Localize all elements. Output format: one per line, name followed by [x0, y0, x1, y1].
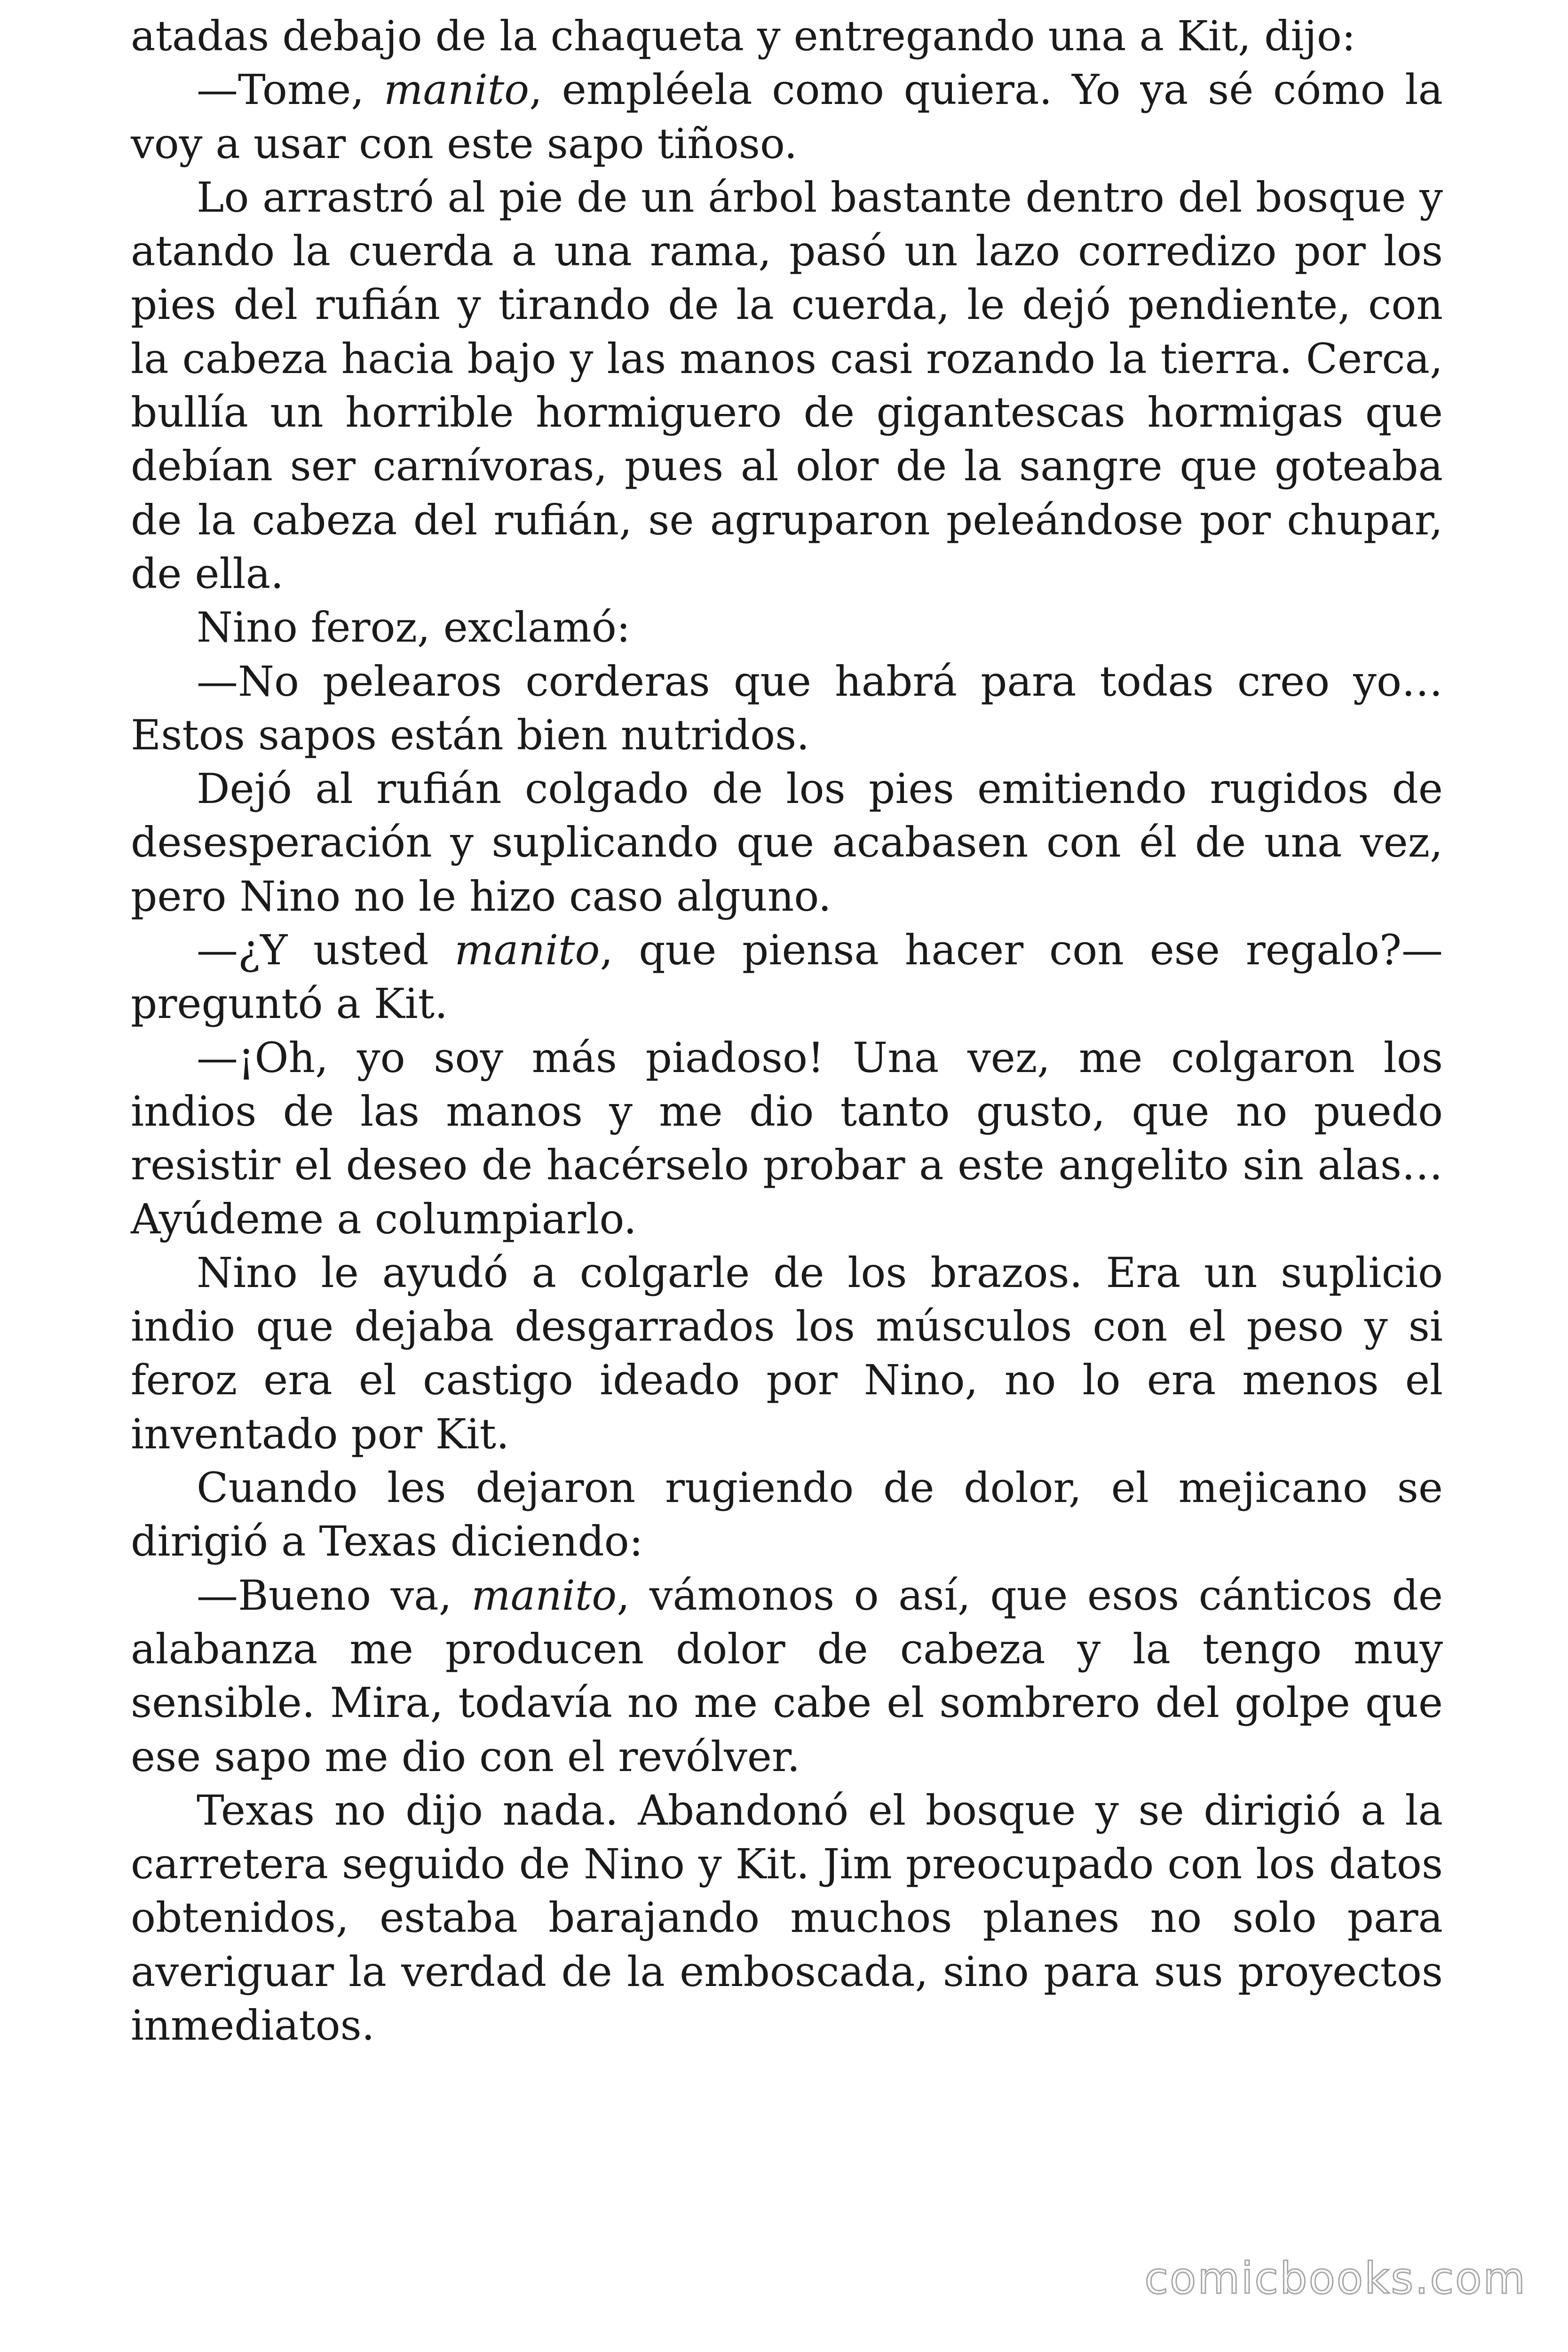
- paragraph-text: Dejó al rufián colgado de los pies emitiendo rugidos de desesperación y suplicando que acabasen con él de una vez, pero Nino no le hizo caso alguno.: [131, 764, 1443, 921]
- paragraph-text: Nino feroz, exclamó:: [197, 603, 631, 652]
- italic-word: manito: [384, 65, 530, 114]
- paragraph: [131, 63, 1443, 171]
- paragraph-text: atadas debajo de la chaqueta y entregando una a Kit, dijo:: [131, 12, 1356, 60]
- paragraph: [131, 923, 1443, 1031]
- paragraph: [131, 762, 1443, 923]
- paragraph-text: —No pelearos corderas que habrá para todas creo yo… Estos sapos están bien nutridos.: [131, 657, 1443, 759]
- body-text: [131, 9, 1443, 2052]
- paragraph: [131, 601, 1443, 654]
- paragraph-text: , empléela como quiera. Yo ya sé cómo la voy a usar con este sapo tiñoso.: [131, 65, 1443, 168]
- watermark: comicbooks.com: [1144, 2253, 1527, 2304]
- paragraph: [131, 1461, 1443, 1569]
- paragraph-text: —¡Oh, yo soy más piadoso! Una vez, me colgaron los indios de las manos y me dio tanto gusto, que no puedo resistir el deseo de hacérselo probar a este angelito sin alas… Ayúdeme a columpiarlo.: [131, 1033, 1443, 1243]
- paragraph-text: Nino le ayudó a colgarle de los brazos. Era un suplicio indio que dejaba desgarrados los músculos con el peso y si feroz era el castigo ideado por Nino, no lo era menos el inventado por Kit.: [131, 1248, 1443, 1458]
- paragraph-text: Texas no dijo nada. Abandonó el bosque y se dirigió a la carretera seguido de Nino y Kit. Jim preocupado con los datos obtenidos, estaba barajando muchos planes no solo para averiguar la verdad de la emboscada, sino para sus proyectos inmediatos.: [131, 1786, 1443, 2050]
- italic-word: manito: [454, 926, 600, 975]
- paragraph-text: Cuando les dejaron rugiendo de dolor, el mejicano se dirigió a Texas diciendo:: [131, 1463, 1443, 1566]
- paragraph: [131, 1784, 1443, 2052]
- paragraph: [131, 655, 1443, 763]
- paragraph: [131, 171, 1443, 601]
- paragraph-text: —Bueno va,: [197, 1571, 472, 1620]
- paragraph-text: —¿Y usted: [197, 926, 455, 975]
- paragraph-text: —Tome,: [197, 65, 384, 114]
- italic-word: manito: [471, 1571, 617, 1620]
- paragraph-text: , vámonos o así, que esos cánticos de alabanza me producen dolor de cabeza y la tengo muy sensible. Mira, todavía no me cabe el sombrero del golpe que ese sapo me dio con el revólver.: [131, 1571, 1443, 1781]
- paragraph-text: , que piensa hacer con ese regalo?—preguntó a Kit.: [131, 926, 1443, 1028]
- paragraph: [131, 9, 1443, 63]
- paragraph: [131, 1246, 1443, 1461]
- paragraph: [131, 1031, 1443, 1246]
- paragraph: [131, 1569, 1443, 1784]
- paragraph-text: Lo arrastró al pie de un árbol bastante dentro del bosque y atando la cuerda a una rama, pasó un lazo corredizo por los pies del rufián y tirando de la cuerda, le dejó pendiente, con la cabeza hacia bajo y las manos casi rozando la tierra. Cerca, bullía un horrible hormiguero de gigantescas hormigas que debían ser carnívoras, pues al olor de la sangre que goteaba de la cabeza del rufián, se agruparon peleándose por chupar, de ella.: [131, 173, 1443, 598]
